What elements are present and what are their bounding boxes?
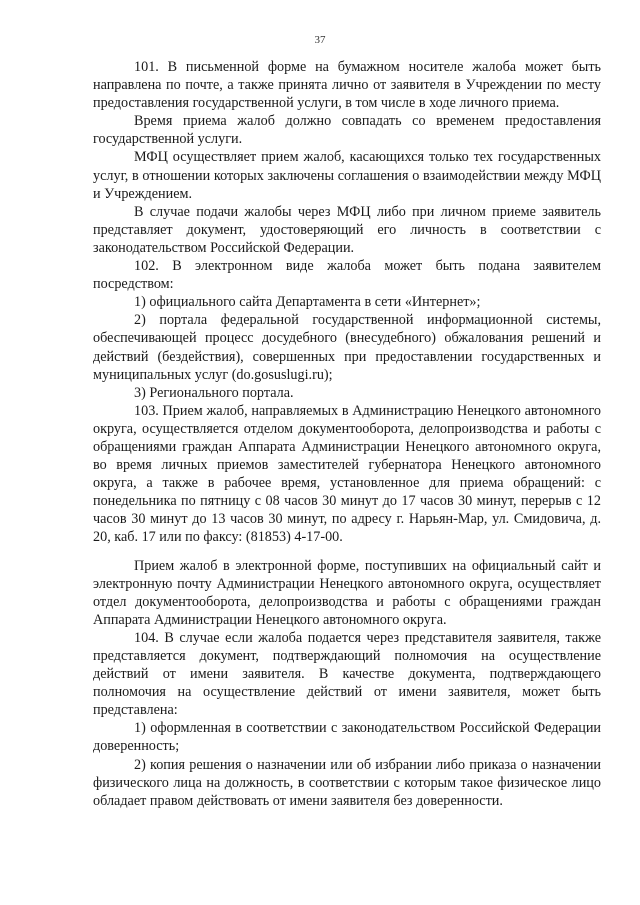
- list-item-1: 1) официального сайта Департамента в сети «Интернет»;: [134, 294, 481, 311]
- paragraph-identity: В случае подачи жалобы через МФЦ либо при личном приеме заявитель представляет документ, удостоверяющий его личность в соответствии с законодательством Российской Федерации.: [93, 203, 601, 256]
- list-item-power-of-attorney: 1) оформленная в соответствии с законодательством Российской Федерации доверенность;: [93, 720, 601, 755]
- document-body: [93, 58, 601, 810]
- list-item-appointment: 2) копия решения о назначении или об избрании либо приказа о назначении физического лица на должность, в соответствии с которым такое физическое лицо обладает правом действовать от имени заявителя без доверенности.: [93, 756, 601, 809]
- paragraph-electronic: Прием жалоб в электронной форме, поступивших на официальный сайт и электронную почту Администрации Ненецкого автономного округа, осуществляет отдел документооборота, делопроизводства и работы с обращениями граждан Аппарата Администрации Ненецкого автономного округа.: [93, 557, 601, 628]
- list-item-3: 3) Регионального портала.: [134, 384, 294, 401]
- paragraph-103: 103. Прием жалоб, направляемых в Администрацию Ненецкого автономного округа, осуществляется отделом документооборота, делопроизводства и работы с обращениями граждан Аппарата Администрации Ненецкого автономного округа, во время личных приемов заместителей губернатора Ненецкого автономного округа, а также в рабочее время, установленное для приема обращений: с понедельника по пятницу с 08 часов 30 минут до 17 часов 30 минут, перерыв с 12 часов 30 минут до 13 часов 30 минут, по адресу г. Нарьян-Мар, ул. Смидовича, д. 20, каб. 17 или по факсу: (81853) 4-17-00.: [93, 402, 601, 546]
- paragraph-102: 102. В электронном виде жалоба может быть подана заявителем посредством:: [93, 258, 601, 293]
- page-number: 37: [314, 34, 326, 46]
- paragraph-101: 101. В письменной форме на бумажном носителе жалоба может быть направлена по почте, а также принята лично от заявителя в Учреждении по месту предоставления государственной услуги, в том числе в ходе личного приема.: [93, 59, 601, 112]
- paragraph-mfc: МФЦ осуществляет прием жалоб, касающихся только тех государственных услуг, в отношении которых заключены соглашения о взаимодействии между МФЦ и Учреждением.: [93, 149, 601, 202]
- paragraph-104: 104. В случае если жалоба подается через представителя заявителя, также представляется документ, подтверждающий полномочия на осуществление действий от имени заявителя. В качестве документа, подтверждающего полномочия на осуществление действий от имени заявителя, может быть представлена:: [93, 629, 601, 719]
- paragraph-reception-time: Время приема жалоб должно совпадать со временем предоставления государственной услуги.: [93, 113, 601, 148]
- list-item-2: 2) портала федеральной государственной информационной системы, обеспечивающей процесс досудебного (внесудебного) обжалования решений и действий (бездействия), совершенных при предоставлении государственных и муниципальных услуг (do.gosuslugi.ru);: [93, 312, 601, 383]
